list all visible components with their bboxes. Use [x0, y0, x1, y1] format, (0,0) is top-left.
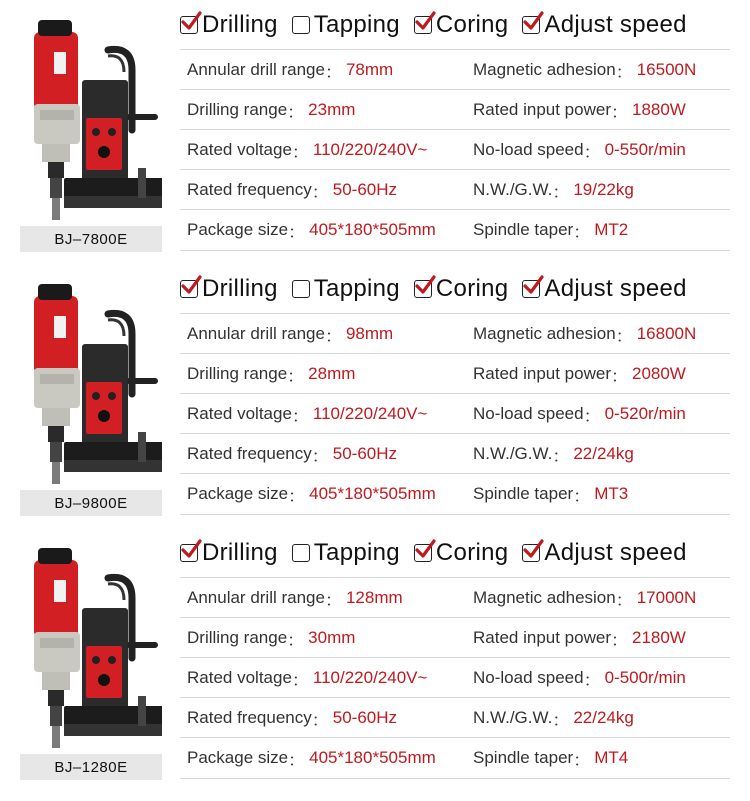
feature-coring [414, 275, 509, 303]
spec-separator: ： [291, 406, 309, 426]
spec-cell [473, 442, 730, 467]
spec-value: 28mm [308, 364, 356, 383]
spec-separator: ： [583, 670, 601, 690]
spec-separator: ： [610, 102, 628, 122]
checked-box-icon [522, 16, 540, 34]
feature-checklist [180, 274, 740, 304]
spec-cell [180, 362, 473, 387]
spec-value: 0-520r/min [604, 404, 686, 423]
spec-value: 110/220/240V~ [312, 404, 428, 423]
spec-row [180, 209, 730, 251]
feature-coring [414, 11, 509, 39]
spec-separator: ： [610, 366, 628, 386]
spec-cell [180, 706, 473, 731]
feature-label: Drilling [202, 275, 278, 302]
checked-box-icon [414, 16, 432, 34]
spec-value: 1880W [631, 100, 686, 119]
spec-separator: ： [311, 446, 329, 466]
spec-value: 22/24kg [573, 444, 634, 463]
spec-row [180, 473, 730, 515]
spec-value: 98mm [345, 324, 394, 343]
spec-label: Rated input power [473, 100, 611, 119]
spec-row [180, 617, 730, 658]
spec-separator: ： [291, 142, 309, 162]
spec-label: Rated voltage [187, 140, 292, 159]
spec-separator: ： [287, 366, 305, 386]
spec-cell [180, 666, 473, 691]
checked-box-icon [414, 544, 432, 562]
spec-value: MT4 [594, 748, 629, 767]
spec-row [180, 737, 730, 779]
spec-row [180, 353, 730, 394]
spec-value: 2080W [631, 364, 686, 383]
spec-value: 16500N [636, 60, 697, 79]
spec-label: Spindle taper [473, 220, 574, 239]
spec-separator: ： [573, 750, 591, 770]
spec-value: MT2 [594, 220, 629, 239]
feature-tapping [292, 11, 400, 39]
spec-label: Annular drill range [187, 324, 325, 343]
spec-cell [180, 138, 473, 163]
feature-label: Adjust speed [544, 11, 687, 38]
feature-drilling [180, 275, 278, 303]
spec-separator: ： [573, 222, 591, 242]
spec-row [180, 49, 730, 90]
spec-separator: ： [552, 710, 570, 730]
spec-cell [473, 746, 730, 771]
feature-adjust-speed [522, 539, 686, 567]
spec-label: Magnetic adhesion [473, 324, 616, 343]
feature-label: Adjust speed [544, 275, 687, 302]
spec-value: 0-550r/min [604, 140, 686, 159]
product-block [0, 528, 750, 794]
spec-cell [473, 98, 730, 123]
unchecked-box-icon [292, 544, 310, 562]
spec-row [180, 657, 730, 698]
spec-value: 2180W [631, 628, 686, 647]
checked-box-icon [180, 280, 198, 298]
unchecked-box-icon [292, 280, 310, 298]
product-block [0, 0, 750, 266]
spec-row [180, 433, 730, 474]
spec-row [180, 89, 730, 130]
spec-separator: ： [324, 62, 342, 82]
spec-value: 23mm [308, 100, 356, 119]
spec-value: 128mm [345, 588, 403, 607]
spec-cell [473, 322, 730, 347]
feature-label: Tapping [313, 539, 400, 566]
spec-separator: ： [287, 630, 305, 650]
spec-label: Magnetic adhesion [473, 588, 616, 607]
spec-cell [180, 98, 473, 123]
product-photo [20, 0, 162, 226]
spec-row [180, 393, 730, 434]
spec-cell [473, 586, 730, 611]
feature-label: Tapping [313, 275, 400, 302]
spec-separator: ： [288, 222, 306, 242]
feature-label: Coring [435, 539, 509, 566]
spec-cell [180, 322, 473, 347]
spec-label: N.W./G.W. [473, 708, 553, 727]
spec-separator: ： [311, 182, 329, 202]
spec-value: 16800N [636, 324, 697, 343]
spec-label: N.W./G.W. [473, 444, 553, 463]
checked-box-icon [180, 544, 198, 562]
spec-row [180, 697, 730, 738]
spec-label: Spindle taper [473, 484, 574, 503]
spec-cell [180, 746, 473, 771]
spec-cell [180, 442, 473, 467]
spec-label: Rated voltage [187, 404, 292, 423]
spec-value: 405*180*505mm [309, 484, 436, 503]
feature-label: Adjust speed [544, 539, 687, 566]
spec-separator: ： [583, 142, 601, 162]
spec-value: 78mm [345, 60, 394, 79]
model-label: BJ–7800E [20, 226, 162, 252]
feature-adjust-speed [522, 275, 686, 303]
spec-label: No-load speed [473, 404, 584, 423]
feature-label: Drilling [202, 11, 278, 38]
feature-adjust-speed [522, 11, 686, 39]
spec-label: Spindle taper [473, 748, 574, 767]
spec-value: 50-60Hz [332, 444, 398, 463]
spec-label: Annular drill range [187, 588, 325, 607]
spec-separator: ： [573, 486, 591, 506]
spec-cell [180, 626, 473, 651]
spec-label: No-load speed [473, 668, 584, 687]
spec-value: 19/22kg [573, 180, 634, 199]
spec-value: 50-60Hz [332, 180, 398, 199]
spec-separator: ： [324, 326, 342, 346]
feature-checklist [180, 538, 740, 568]
spec-separator: ： [583, 406, 601, 426]
spec-value: 110/220/240V~ [312, 140, 428, 159]
spec-separator: ： [610, 630, 628, 650]
feature-tapping [292, 539, 400, 567]
spec-row [180, 169, 730, 210]
spec-cell [473, 218, 730, 243]
feature-drilling [180, 11, 278, 39]
spec-cell [180, 218, 473, 243]
spec-separator: ： [615, 326, 633, 346]
spec-label: Rated frequency [187, 444, 312, 463]
spec-label: Rated frequency [187, 180, 312, 199]
spec-separator: ： [615, 590, 633, 610]
spec-separator: ： [615, 62, 633, 82]
spec-separator: ： [288, 486, 306, 506]
spec-cell [473, 482, 730, 507]
feature-label: Tapping [313, 11, 400, 38]
spec-label: Magnetic adhesion [473, 60, 616, 79]
spec-cell [473, 178, 730, 203]
spec-value: 110/220/240V~ [312, 668, 428, 687]
checked-box-icon [522, 280, 540, 298]
spec-row [180, 129, 730, 170]
spec-label: Package size [187, 484, 289, 503]
spec-label: Package size [187, 220, 289, 239]
spec-label: No-load speed [473, 140, 584, 159]
spec-cell [180, 178, 473, 203]
spec-cell [180, 586, 473, 611]
spec-separator: ： [324, 590, 342, 610]
spec-cell [473, 138, 730, 163]
feature-label: Drilling [202, 539, 278, 566]
spec-value: 22/24kg [573, 708, 634, 727]
checked-box-icon [522, 544, 540, 562]
spec-label: Rated voltage [187, 668, 292, 687]
spec-cell [473, 362, 730, 387]
spec-row [180, 313, 730, 354]
spec-separator: ： [288, 750, 306, 770]
spec-label: Drilling range [187, 628, 288, 647]
feature-tapping [292, 275, 400, 303]
checked-box-icon [180, 16, 198, 34]
spec-value: 50-60Hz [332, 708, 398, 727]
model-label: BJ–9800E [20, 490, 162, 516]
spec-value: 30mm [308, 628, 356, 647]
spec-label: N.W./G.W. [473, 180, 553, 199]
feature-label: Coring [435, 275, 509, 302]
spec-cell [473, 402, 730, 427]
product-block [0, 264, 750, 530]
product-photo [20, 528, 162, 754]
spec-label: Rated frequency [187, 708, 312, 727]
spec-cell [473, 706, 730, 731]
spec-separator: ： [291, 670, 309, 690]
spec-value: 17000N [636, 588, 697, 607]
spec-cell [473, 626, 730, 651]
spec-cell [180, 58, 473, 83]
spec-label: Rated input power [473, 364, 611, 383]
model-label: BJ–1280E [20, 754, 162, 780]
spec-cell [473, 58, 730, 83]
spec-label: Package size [187, 748, 289, 767]
spec-value: 0-500r/min [604, 668, 686, 687]
spec-separator: ： [311, 710, 329, 730]
spec-cell [473, 666, 730, 691]
spec-value: 405*180*505mm [309, 748, 436, 767]
spec-label: Drilling range [187, 364, 288, 383]
spec-value: MT3 [594, 484, 629, 503]
unchecked-box-icon [292, 16, 310, 34]
spec-label: Drilling range [187, 100, 288, 119]
spec-row [180, 577, 730, 618]
checked-box-icon [414, 280, 432, 298]
spec-label: Annular drill range [187, 60, 325, 79]
feature-coring [414, 539, 509, 567]
feature-label: Coring [435, 11, 509, 38]
feature-drilling [180, 539, 278, 567]
product-photo [20, 264, 162, 490]
spec-separator: ： [552, 182, 570, 202]
spec-value: 405*180*505mm [309, 220, 436, 239]
spec-separator: ： [287, 102, 305, 122]
feature-checklist [180, 10, 740, 40]
spec-separator: ： [552, 446, 570, 466]
spec-cell [180, 482, 473, 507]
spec-label: Rated input power [473, 628, 611, 647]
spec-cell [180, 402, 473, 427]
